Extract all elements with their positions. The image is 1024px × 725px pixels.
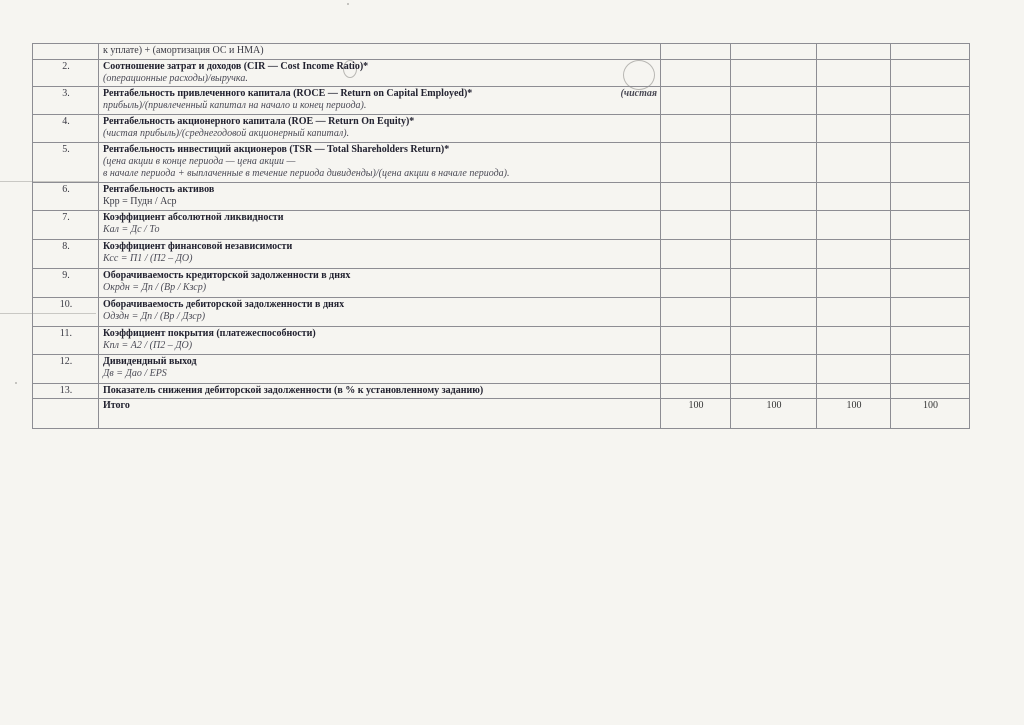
value-cell bbox=[731, 115, 817, 143]
indicator-name: Коэффициент финансовой независимости bbox=[103, 241, 293, 252]
row-number bbox=[33, 44, 99, 60]
indicator-name bbox=[103, 88, 657, 100]
table-row bbox=[33, 60, 970, 87]
indicator-cell bbox=[99, 44, 661, 60]
indicator-cell bbox=[99, 143, 661, 183]
table-row bbox=[33, 327, 970, 355]
row-number: 7. bbox=[33, 211, 99, 240]
value-cell bbox=[817, 327, 891, 355]
row-number: 4. bbox=[33, 115, 99, 143]
total-value: 100 bbox=[731, 399, 817, 429]
table-row bbox=[33, 240, 970, 269]
total-value: 100 bbox=[891, 399, 970, 429]
indicator-name: Оборачиваемость дебиторской задолженности в днях bbox=[103, 299, 345, 310]
row-number: 13. bbox=[33, 384, 99, 399]
value-cell bbox=[661, 115, 731, 143]
indicator-name: Рентабельность активов bbox=[103, 184, 215, 195]
value-cell bbox=[891, 44, 970, 60]
indicator-cell bbox=[99, 355, 661, 384]
total-value: 100 bbox=[817, 399, 891, 429]
table-row bbox=[33, 143, 970, 183]
table-row bbox=[33, 269, 970, 298]
indicator-name: Показатель снижения дебиторской задолженности (в % к установленному заданию) bbox=[103, 385, 484, 396]
value-cell bbox=[891, 143, 970, 183]
row-number: 2. bbox=[33, 60, 99, 87]
value-cell bbox=[661, 327, 731, 355]
indicator-formula-start: (чистая bbox=[620, 88, 657, 99]
row-number: 9. bbox=[33, 269, 99, 298]
value-cell bbox=[817, 269, 891, 298]
indicator-cell bbox=[99, 183, 661, 211]
value-cell bbox=[891, 384, 970, 399]
indicator-name-main: Рентабельность привлеченного капитала (ROCE — Return on Capital Employed)* bbox=[103, 88, 473, 99]
total-label: Итого bbox=[103, 400, 130, 411]
value-cell bbox=[661, 384, 731, 399]
table-row bbox=[33, 183, 970, 211]
indicator-formula-cont: в начале периода + выплаченные в течение периода дивиденды)/(цена акции в начале периода). bbox=[103, 168, 510, 179]
table-row bbox=[33, 44, 970, 60]
formula-text: к уплате) + (амортизация ОС и НМА) bbox=[103, 45, 264, 56]
value-cell bbox=[817, 143, 891, 183]
indicator-formula: Ксс = П1 / (П2 – ДО) bbox=[103, 253, 193, 264]
value-cell bbox=[891, 240, 970, 269]
value-cell bbox=[731, 355, 817, 384]
row-number-empty bbox=[33, 399, 99, 429]
row-number: 10. bbox=[33, 298, 99, 327]
value-cell bbox=[817, 60, 891, 87]
value-cell bbox=[891, 298, 970, 327]
value-cell bbox=[661, 240, 731, 269]
indicator-cell bbox=[99, 211, 661, 240]
row-number: 5. bbox=[33, 143, 99, 183]
indicator-cell bbox=[99, 384, 661, 399]
value-cell bbox=[661, 143, 731, 183]
indicator-formula: Крр = Пудн / Аср bbox=[103, 196, 177, 207]
indicator-formula: Одздн = Дп / (Вр / Дзср) bbox=[103, 311, 206, 322]
indicator-formula: Дв = Дао / EPS bbox=[103, 368, 167, 379]
value-cell bbox=[661, 87, 731, 115]
value-cell bbox=[661, 298, 731, 327]
value-cell bbox=[891, 269, 970, 298]
value-cell bbox=[731, 269, 817, 298]
value-cell bbox=[817, 298, 891, 327]
total-value: 100 bbox=[661, 399, 731, 429]
indicator-formula: (операционные расходы)/выручка. bbox=[103, 73, 248, 84]
value-cell bbox=[661, 60, 731, 87]
value-cell bbox=[731, 298, 817, 327]
row-number: 6. bbox=[33, 183, 99, 211]
value-cell bbox=[731, 211, 817, 240]
table-row bbox=[33, 384, 970, 399]
indicator-formula: (цена акции в конце периода — цена акции — bbox=[103, 156, 296, 167]
value-cell bbox=[891, 355, 970, 384]
value-cell bbox=[817, 115, 891, 143]
value-cell bbox=[731, 60, 817, 87]
value-cell bbox=[661, 269, 731, 298]
row-number: 12. bbox=[33, 355, 99, 384]
indicator-cell bbox=[99, 240, 661, 269]
value-cell bbox=[731, 143, 817, 183]
value-cell bbox=[891, 183, 970, 211]
value-cell bbox=[817, 355, 891, 384]
indicator-formula: прибыль)/(привлеченный капитал на начало и конец периода). bbox=[103, 100, 367, 111]
value-cell bbox=[817, 240, 891, 269]
indicator-cell bbox=[99, 87, 661, 115]
indicator-name: Оборачиваемость кредиторской задолженности в днях bbox=[103, 270, 351, 281]
table-row bbox=[33, 298, 970, 327]
indicator-formula: Кпл = А2 / (П2 – ДО) bbox=[103, 340, 193, 351]
indicator-cell bbox=[99, 60, 661, 87]
indicator-cell bbox=[99, 327, 661, 355]
value-cell bbox=[731, 87, 817, 115]
indicator-cell bbox=[99, 298, 661, 327]
value-cell bbox=[661, 211, 731, 240]
value-cell bbox=[891, 115, 970, 143]
total-row bbox=[33, 399, 970, 429]
indicator-cell bbox=[99, 269, 661, 298]
value-cell bbox=[731, 384, 817, 399]
value-cell bbox=[891, 60, 970, 87]
scan-artifact-dot bbox=[15, 382, 17, 384]
table-row bbox=[33, 355, 970, 384]
value-cell bbox=[817, 211, 891, 240]
indicator-cell bbox=[99, 115, 661, 143]
value-cell bbox=[817, 384, 891, 399]
table-row bbox=[33, 211, 970, 240]
value-cell bbox=[891, 87, 970, 115]
value-cell bbox=[661, 355, 731, 384]
indicator-name: Коэффициент абсолютной ликвидности bbox=[103, 212, 284, 223]
kpi-table bbox=[32, 43, 970, 429]
indicator-name: Рентабельность инвестиций акционеров (TSR — Total Shareholders Return)* bbox=[103, 144, 450, 155]
total-label-cell bbox=[99, 399, 661, 429]
value-cell bbox=[731, 44, 817, 60]
table-row bbox=[33, 115, 970, 143]
indicator-name: Коэффициент покрытия (платежеспособности) bbox=[103, 328, 316, 339]
indicator-formula: Кал = Дс / То bbox=[103, 224, 160, 235]
indicator-formula: (чистая прибыль)/(среднегодовой акционерный капитал). bbox=[103, 128, 350, 139]
value-cell bbox=[891, 211, 970, 240]
value-cell bbox=[661, 183, 731, 211]
value-cell bbox=[731, 327, 817, 355]
indicator-name: Рентабельность акционерного капитала (ROE — Return On Equity)* bbox=[103, 116, 415, 127]
indicator-formula: Окрдн = Дп / (Вр / Кзср) bbox=[103, 282, 207, 293]
value-cell bbox=[731, 240, 817, 269]
row-number: 3. bbox=[33, 87, 99, 115]
table-row bbox=[33, 87, 970, 115]
row-number: 8. bbox=[33, 240, 99, 269]
value-cell bbox=[731, 183, 817, 211]
indicator-name: Соотношение затрат и доходов (CIR — Cost Income Ratio)* bbox=[103, 61, 369, 72]
indicator-name: Дивидендный выход bbox=[103, 356, 197, 367]
scan-artifact-dot bbox=[347, 3, 349, 5]
value-cell bbox=[891, 327, 970, 355]
row-number: 11. bbox=[33, 327, 99, 355]
value-cell bbox=[817, 183, 891, 211]
value-cell bbox=[817, 87, 891, 115]
value-cell bbox=[661, 44, 731, 60]
value-cell bbox=[817, 44, 891, 60]
